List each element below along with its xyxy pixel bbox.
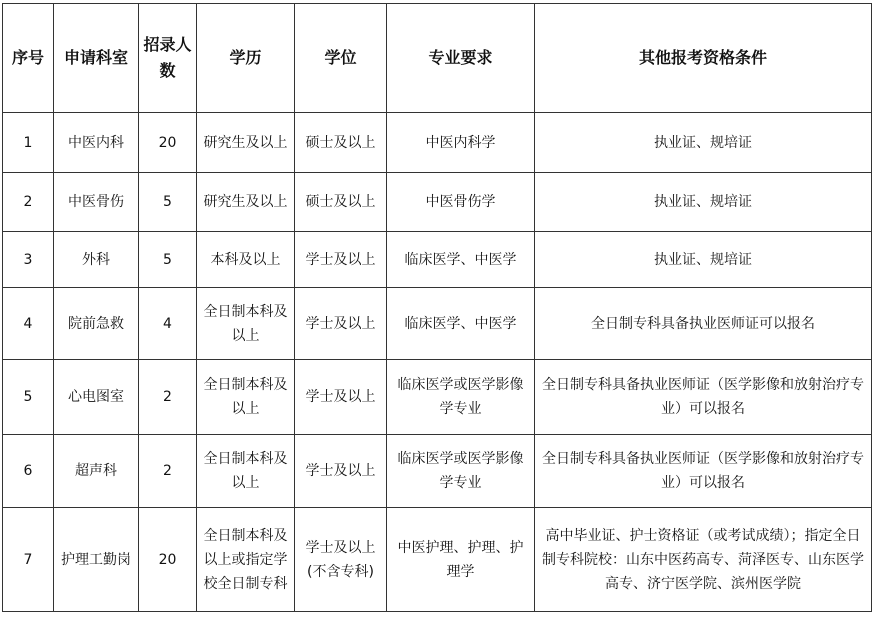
table-row: [3, 288, 872, 360]
cell-major: 临床医学或医学影像学专业: [387, 360, 535, 435]
table-row: [3, 435, 872, 508]
table-row: [3, 360, 872, 435]
cell-other-conditions: 高中毕业证、护士资格证（或考试成绩）；指定全日制专科院校：山东中医药高专、菏泽医专、山东医学高专、济宁医学院、滨州医学院: [535, 508, 872, 612]
cell-degree: 硕士及以上: [295, 113, 387, 173]
cell-index: 2: [3, 173, 54, 232]
col-header-education: 学历: [197, 4, 295, 113]
cell-degree: 学士及以上: [295, 232, 387, 288]
cell-index: 4: [3, 288, 54, 360]
cell-major: 中医内科学: [387, 113, 535, 173]
cell-major: 临床医学或医学影像学专业: [387, 435, 535, 508]
cell-other-conditions: 执业证、规培证: [535, 173, 872, 232]
recruitment-table: [2, 3, 872, 612]
table-row: [3, 508, 872, 612]
cell-index: 1: [3, 113, 54, 173]
cell-other-conditions: 执业证、规培证: [535, 232, 872, 288]
table-row: [3, 113, 872, 173]
cell-major: 临床医学、中医学: [387, 288, 535, 360]
cell-index: 7: [3, 508, 54, 612]
header-row: [3, 4, 872, 113]
cell-education: 本科及以上: [197, 232, 295, 288]
cell-index: 5: [3, 360, 54, 435]
cell-major: 中医护理、护理、护理学: [387, 508, 535, 612]
cell-index: 3: [3, 232, 54, 288]
cell-department: 护理工勤岗: [54, 508, 139, 612]
cell-education: 全日制本科及以上: [197, 360, 295, 435]
cell-degree: 学士及以上: [295, 435, 387, 508]
col-header-index: 序号: [3, 4, 54, 113]
cell-other-conditions: 全日制专科具备执业医师证（医学影像和放射治疗专业）可以报名: [535, 435, 872, 508]
col-header-department: 申请科室: [54, 4, 139, 113]
cell-department: 院前急救: [54, 288, 139, 360]
cell-count: 2: [139, 435, 197, 508]
cell-index: 6: [3, 435, 54, 508]
cell-other-conditions: 执业证、规培证: [535, 113, 872, 173]
cell-degree: 学士及以上: [295, 360, 387, 435]
cell-count: 5: [139, 173, 197, 232]
cell-degree: 学士及以上(不含专科): [295, 508, 387, 612]
cell-count: 5: [139, 232, 197, 288]
cell-major: 临床医学、中医学: [387, 232, 535, 288]
cell-other-conditions: 全日制专科具备执业医师证（医学影像和放射治疗专业）可以报名: [535, 360, 872, 435]
cell-major: 中医骨伤学: [387, 173, 535, 232]
table-row: [3, 232, 872, 288]
cell-department: 中医内科: [54, 113, 139, 173]
cell-department: 心电图室: [54, 360, 139, 435]
cell-count: 2: [139, 360, 197, 435]
cell-education: 全日制本科及以上: [197, 435, 295, 508]
cell-degree: 硕士及以上: [295, 173, 387, 232]
cell-education: 研究生及以上: [197, 113, 295, 173]
cell-count: 20: [139, 113, 197, 173]
col-header-major: 专业要求: [387, 4, 535, 113]
cell-count: 4: [139, 288, 197, 360]
cell-degree: 学士及以上: [295, 288, 387, 360]
cell-other-conditions: 全日制专科具备执业医师证可以报名: [535, 288, 872, 360]
cell-department: 超声科: [54, 435, 139, 508]
col-header-other-conditions: 其他报考资格条件: [535, 4, 872, 113]
col-header-degree: 学位: [295, 4, 387, 113]
table-row: [3, 173, 872, 232]
cell-department: 外科: [54, 232, 139, 288]
cell-education: 研究生及以上: [197, 173, 295, 232]
cell-count: 20: [139, 508, 197, 612]
cell-education: 全日制本科及以上: [197, 288, 295, 360]
col-header-count: 招录人数: [139, 4, 197, 113]
cell-department: 中医骨伤: [54, 173, 139, 232]
cell-education: 全日制本科及以上或指定学校全日制专科: [197, 508, 295, 612]
